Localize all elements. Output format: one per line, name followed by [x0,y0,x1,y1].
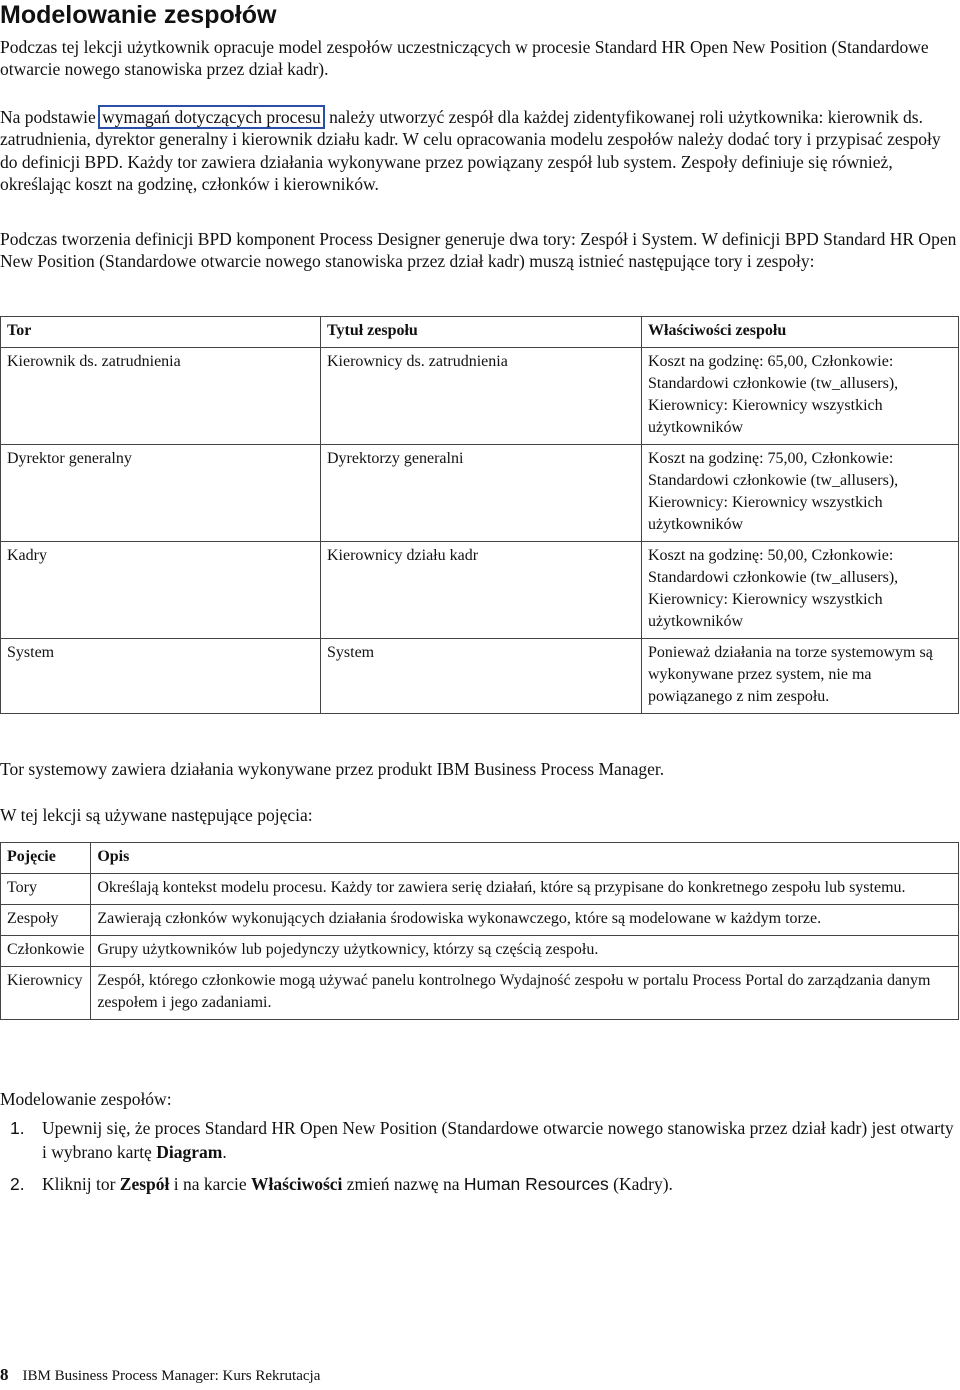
lanes-paragraph: Podczas tworzenia definicji BPD komponent Process Designer generuje dwa tory: Zespół i System. W definicji BPD Standard HR Open New Position (Standardowe otwarcie nowego stanowiska przez dział kadr) muszą istnieć następujące tory i zespoły: [0,229,957,272]
step-text: Kliknij tor [42,1174,120,1194]
requirements-link[interactable]: wymagań dotyczących procesu [98,105,325,129]
step-number: 1. [10,1118,25,1138]
description-cell: Określają kontekst modelu procesu. Każdy tor zawiera serię działań, które są przypisane do konkretnego zespołu lub systemu. [91,874,959,905]
table-row [1,936,959,967]
team-properties-cell: Koszt na godzinę: 65,00, Członkowie: Standardowi członkowie (tw_allusers), Kierownicy: Kierownicy wszystkich użytkowników [642,348,959,445]
lanes-table [0,316,959,714]
lane-cell: Dyrektor generalny [1,445,321,542]
column-header: Opis [91,843,959,874]
step-text: Upewnij się, że proces Standard HR Open New Position (Standardowe otwarcie nowego stanowiska przez dział kadr) jest otwarty i wybrano kartę [42,1118,954,1162]
step-ui-term: Zespół [119,1174,170,1194]
table-row [1,348,959,445]
team-properties-cell: Koszt na godzinę: 75,00, Członkowie: Standardowi członkowie (tw_allusers), Kierownicy: Kierownicy wszystkich użytkowników [642,445,959,542]
requirements-paragraph [0,106,958,196]
lane-cell: Kierownik ds. zatrudnienia [1,348,321,445]
para2-after: należy utworzyć zespół dla każdej zidentyfikowanej roli użytkownika: kierownik ds. zatrudnienia, dyrektor generalny i kierownik działu kadr. W celu opracowania modelu zespołów należy dodać tory i przypisać zespoły do definicji BPD. Każdy tor zawiera działania wykonywane przez powiązany zespół lub system. Zespoły definiuje się również, określając koszt na godzinę, członków i kierowników. [0,107,941,195]
table-row [1,542,959,639]
table-row [1,445,959,542]
team-title-cell: System [321,639,642,714]
table-header-row [1,317,959,348]
column-header: Tor [1,317,321,348]
term-cell: Członkowie [1,936,91,967]
step-text: zmień nazwę na [342,1174,464,1194]
team-title-cell: Dyrektorzy generalni [321,445,642,542]
description-cell: Zawierają członków wykonujących działania środowiska wykonawczego, które są modelowane w każdym torze. [91,905,959,936]
steps-list [0,1116,958,1204]
step-ui-term: Właściwości [251,1174,343,1194]
step-ui-term: Diagram [156,1142,223,1162]
term-cell: Kierownicy [1,967,91,1020]
list-item [0,1116,958,1164]
team-properties-cell: Koszt na godzinę: 50,00, Członkowie: Standardowi członkowie (tw_allusers), Kierownicy: Kierownicy wszystkich użytkowników [642,542,959,639]
table-row [1,967,959,1020]
column-header: Właściwości zespołu [642,317,959,348]
column-header: Pojęcie [1,843,91,874]
team-title-cell: Kierownicy ds. zatrudnienia [321,348,642,445]
table-row [1,874,959,905]
step-text: i na karcie [169,1174,252,1194]
table-row [1,639,959,714]
step-text: . [222,1142,227,1162]
list-item [0,1172,958,1196]
modeling-steps-heading: Modelowanie zespołów: [0,1089,172,1109]
page-footer [0,1364,320,1387]
step-text: (Kadry). [608,1174,673,1194]
term-cell: Tory [1,874,91,905]
system-lane-paragraph: Tor systemowy zawiera działania wykonywane przez produkt IBM Business Process Manager. [0,759,665,779]
team-title-cell: Kierownicy działu kadr [321,542,642,639]
description-cell: Zespół, którego członkowie mogą używać panelu kontrolnego Wydajność zespołu w portalu Process Portal do zarządzania danym zespołem i jego zadaniami. [91,967,959,1020]
para2-before: Na podstawie [0,107,101,127]
column-header: Tytuł zespołu [321,317,642,348]
table-row [1,905,959,936]
intro-paragraph: Podczas tej lekcji użytkownik opracuje model zespołów uczestniczących w procesie Standard HR Open New Position (Standardowe otwarcie nowego stanowiska przez dział kadr). [0,37,929,80]
term-cell: Zespoły [1,905,91,936]
table-header-row [1,843,959,874]
concepts-intro-paragraph: W tej lekcji są używane następujące pojęcia: [0,805,313,825]
step-input-value: Human Resources [463,1174,609,1194]
page-title: Modelowanie zespołów [0,1,277,29]
lane-cell: Kadry [1,542,321,639]
team-properties-cell: Ponieważ działania na torze systemowym są wykonywane przez system, nie ma powiązanego z nim zespołu. [642,639,959,714]
lane-cell: System [1,639,321,714]
book-title: IBM Business Process Manager: Kurs Rekrutacja [22,1368,321,1384]
description-cell: Grupy użytkowników lub pojedynczy użytkownicy, którzy są częścią zespołu. [91,936,959,967]
page-number: 8 [0,1365,9,1384]
concepts-table [0,842,959,1020]
step-number: 2. [10,1174,25,1194]
